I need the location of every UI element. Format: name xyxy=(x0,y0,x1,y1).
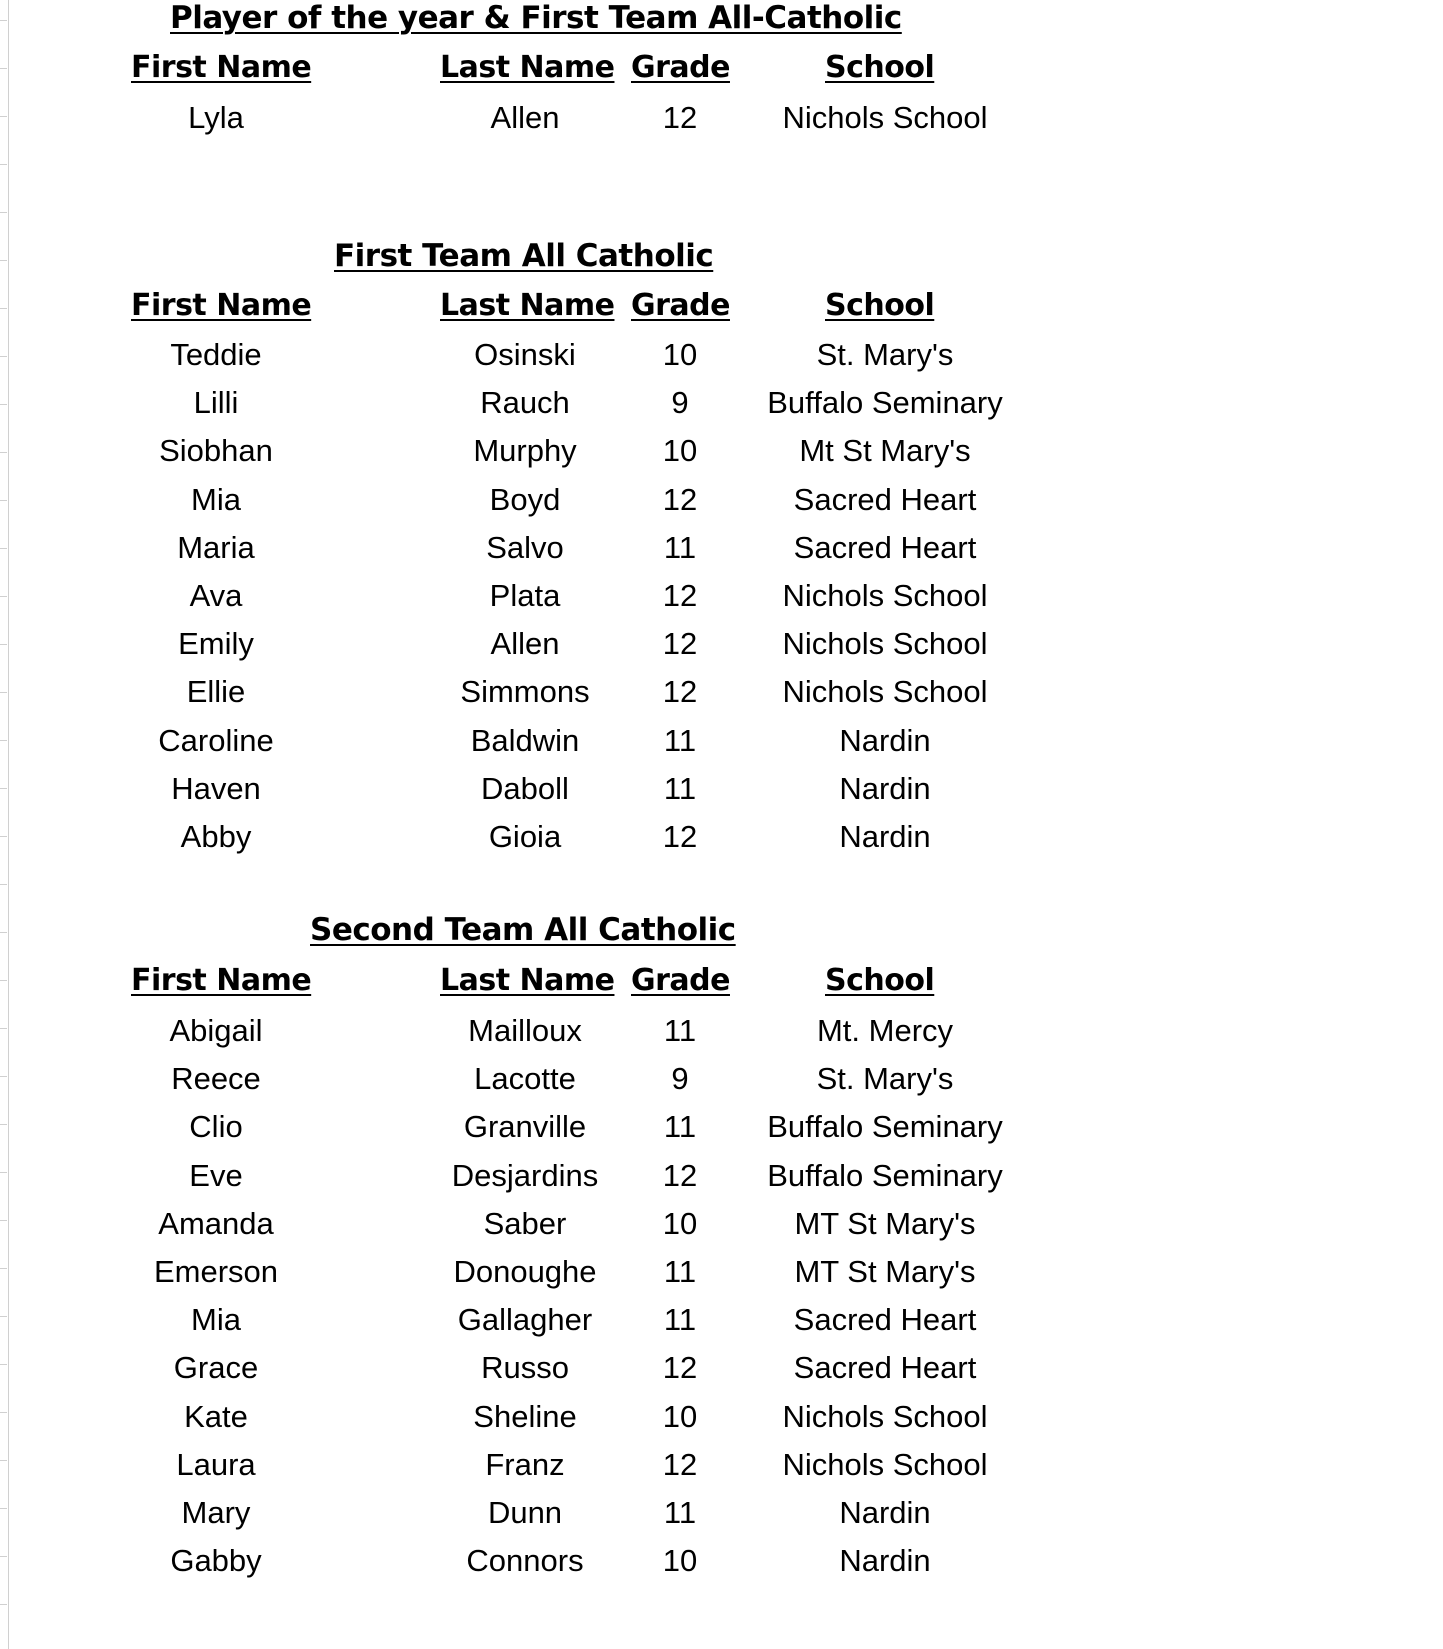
gridline-tick xyxy=(0,932,7,933)
table-row xyxy=(0,1447,1443,1493)
school-cell: Sacred Heart xyxy=(793,1302,977,1338)
first-name-cell: Lyla xyxy=(188,100,244,135)
last-name-cell: Plata xyxy=(489,578,561,613)
school-cell: Nardin xyxy=(839,770,931,806)
gridline-tick xyxy=(0,356,7,357)
school-cell: Buffalo Seminary xyxy=(767,385,1003,421)
gridline-tick xyxy=(0,548,7,549)
school-cell: Mt St Mary's xyxy=(799,433,971,469)
first-name-cell: Grace xyxy=(173,1350,259,1386)
grade-cell: 12 xyxy=(662,1157,698,1193)
first-name-cell: Reece xyxy=(171,1061,261,1097)
gridline-tick xyxy=(0,596,7,597)
header-grade: Grade xyxy=(631,963,730,998)
grade-cell: 11 xyxy=(663,529,697,565)
school-cell: Nichols School xyxy=(782,674,988,710)
grade-cell: 11 xyxy=(663,1013,697,1048)
grade-cell: 12 xyxy=(662,626,698,662)
header-last-name: Last Name xyxy=(440,963,615,998)
gridline-tick xyxy=(0,740,7,741)
header-first-name: First Name xyxy=(131,288,312,323)
school-cell: St. Mary's xyxy=(816,337,954,372)
table-row xyxy=(0,578,1443,624)
grade-cell: 11 xyxy=(663,1109,697,1145)
gridline-tick xyxy=(0,116,7,117)
gridline-tick xyxy=(0,1028,7,1029)
first-name-cell: Kate xyxy=(184,1398,248,1434)
school-cell: Nichols School xyxy=(782,1446,988,1482)
gridline-tick xyxy=(0,1220,7,1221)
first-name-cell: Lilli xyxy=(193,385,239,421)
gridline-tick xyxy=(0,20,7,21)
header-grade: Grade xyxy=(631,50,730,85)
last-name-cell: Sheline xyxy=(473,1398,577,1434)
gridline-tick xyxy=(0,500,7,501)
table-row xyxy=(0,1302,1443,1348)
header-school: School xyxy=(825,50,935,85)
last-name-cell: Lacotte xyxy=(474,1061,576,1097)
gridline-tick xyxy=(0,212,7,213)
grade-cell: 12 xyxy=(662,819,698,854)
school-cell: Nichols School xyxy=(782,578,988,613)
grade-cell: 12 xyxy=(662,578,698,613)
last-name-cell: Franz xyxy=(485,1446,565,1482)
first-name-cell: Mia xyxy=(191,1302,241,1338)
gridline-tick xyxy=(0,1412,7,1413)
school-cell: Buffalo Seminary xyxy=(767,1157,1003,1193)
last-name-cell: Osinski xyxy=(474,337,576,372)
grade-cell: 11 xyxy=(663,722,697,758)
last-name-cell: Connors xyxy=(466,1543,584,1579)
first-name-cell: Gabby xyxy=(170,1543,262,1579)
gridline-tick xyxy=(0,788,7,789)
first-name-cell: Emerson xyxy=(153,1254,279,1289)
table-row xyxy=(0,1109,1443,1155)
school-cell: Nichols School xyxy=(782,1398,988,1434)
table-row xyxy=(0,433,1443,479)
gridline-tick xyxy=(0,1460,7,1461)
table-row xyxy=(0,1254,1443,1300)
grade-cell: 11 xyxy=(663,1302,697,1338)
first-name-cell: Abigail xyxy=(169,1013,263,1048)
table-row xyxy=(0,530,1443,576)
grade-cell: 10 xyxy=(662,1205,698,1241)
first-name-cell: Eve xyxy=(189,1157,243,1193)
last-name-cell: Dunn xyxy=(487,1495,563,1530)
school-cell: Nardin xyxy=(839,819,931,854)
gridline-tick xyxy=(0,404,7,405)
grade-cell: 12 xyxy=(662,1350,698,1386)
grade-cell: 10 xyxy=(662,337,698,372)
table-row xyxy=(0,1013,1443,1059)
gridline-tick xyxy=(0,884,7,885)
last-name-cell: Boyd xyxy=(489,481,561,517)
first-name-cell: Ellie xyxy=(186,674,246,710)
table-row xyxy=(0,1158,1443,1204)
school-cell: Nardin xyxy=(839,1543,931,1579)
school-cell: St. Mary's xyxy=(816,1061,954,1097)
gridline-tick xyxy=(0,1508,7,1509)
gridline-tick xyxy=(0,1124,7,1125)
last-name-cell: Allen xyxy=(490,626,560,662)
grade-cell: 12 xyxy=(662,1446,698,1482)
first-name-cell: Teddie xyxy=(170,337,262,372)
grade-cell: 9 xyxy=(671,385,689,421)
header-last-name: Last Name xyxy=(440,50,615,85)
school-cell: Nichols School xyxy=(782,100,988,135)
table-row xyxy=(0,1495,1443,1541)
gridline-tick xyxy=(0,260,7,261)
table-row xyxy=(0,1399,1443,1445)
gridline-tick xyxy=(0,452,7,453)
gridline-tick xyxy=(0,68,7,69)
grade-cell: 12 xyxy=(662,100,698,135)
grade-cell: 9 xyxy=(671,1061,689,1097)
header-last-name: Last Name xyxy=(440,288,615,323)
gridline-tick xyxy=(0,1268,7,1269)
school-cell: Mt. Mercy xyxy=(816,1013,954,1048)
first-name-cell: Abby xyxy=(180,819,252,854)
table-row xyxy=(0,1061,1443,1107)
grade-cell: 11 xyxy=(663,1254,697,1289)
last-name-cell: Daboll xyxy=(481,770,569,806)
last-name-cell: Gallagher xyxy=(457,1302,593,1338)
gridline-tick xyxy=(0,1604,7,1605)
first-name-cell: Emily xyxy=(178,626,254,662)
table-row xyxy=(0,385,1443,431)
section-title: Player of the year & First Team All-Catholic xyxy=(170,0,902,36)
grade-cell: 10 xyxy=(662,433,698,469)
last-name-cell: Baldwin xyxy=(470,722,580,758)
last-name-cell: Desjardins xyxy=(451,1157,599,1193)
first-name-cell: Amanda xyxy=(158,1205,274,1241)
last-name-cell: Donoughe xyxy=(453,1254,597,1289)
first-name-cell: Mary xyxy=(181,1495,251,1530)
first-name-cell: Maria xyxy=(177,529,255,565)
last-name-cell: Russo xyxy=(481,1350,569,1386)
gridline-tick xyxy=(0,164,7,165)
header-first-name: First Name xyxy=(131,963,312,998)
first-name-cell: Laura xyxy=(176,1446,256,1482)
school-cell: Nichols School xyxy=(782,626,988,662)
table-row xyxy=(0,771,1443,817)
last-name-cell: Rauch xyxy=(480,385,570,421)
last-name-cell: Simmons xyxy=(460,674,590,710)
last-name-cell: Granville xyxy=(463,1109,587,1145)
school-cell: Sacred Heart xyxy=(793,529,977,565)
gridline-tick xyxy=(0,980,7,981)
table-row xyxy=(0,674,1443,720)
gridline-tick xyxy=(0,1076,7,1077)
school-cell: Buffalo Seminary xyxy=(767,1109,1003,1145)
first-name-cell: Siobhan xyxy=(159,433,273,469)
table-row xyxy=(0,482,1443,528)
first-name-cell: Clio xyxy=(189,1109,243,1145)
header-grade: Grade xyxy=(631,288,730,323)
table-row xyxy=(0,1543,1443,1589)
school-cell: Sacred Heart xyxy=(793,1350,977,1386)
table-row xyxy=(0,819,1443,865)
school-cell: Nardin xyxy=(839,1495,931,1530)
school-cell: MT St Mary's xyxy=(794,1254,976,1289)
last-name-cell: Salvo xyxy=(486,529,564,565)
table-row xyxy=(0,100,1443,146)
table-row xyxy=(0,723,1443,769)
first-name-cell: Ava xyxy=(189,578,243,613)
table-row xyxy=(0,1350,1443,1396)
section-title: First Team All Catholic xyxy=(334,238,714,274)
school-cell: Sacred Heart xyxy=(793,481,977,517)
grade-cell: 10 xyxy=(662,1543,698,1579)
table-row xyxy=(0,626,1443,672)
gridline-tick xyxy=(0,308,7,309)
table-row xyxy=(0,1206,1443,1252)
grade-cell: 10 xyxy=(662,1398,698,1434)
grade-cell: 12 xyxy=(662,674,698,710)
gridline-tick xyxy=(0,644,7,645)
last-name-cell: Saber xyxy=(483,1205,567,1241)
school-cell: MT St Mary's xyxy=(794,1205,976,1241)
last-name-cell: Mailloux xyxy=(468,1013,582,1048)
school-cell: Nardin xyxy=(839,722,931,758)
first-name-cell: Caroline xyxy=(158,722,274,758)
gridline-tick xyxy=(0,1556,7,1557)
table-row xyxy=(0,337,1443,383)
gridline-tick xyxy=(0,1172,7,1173)
grade-cell: 11 xyxy=(663,1495,697,1530)
last-name-cell: Gioia xyxy=(488,819,562,854)
last-name-cell: Murphy xyxy=(473,433,577,469)
section-title: Second Team All Catholic xyxy=(310,912,736,948)
grade-cell: 11 xyxy=(663,770,697,806)
header-first-name: First Name xyxy=(131,50,312,85)
gridline-tick xyxy=(0,692,7,693)
first-name-cell: Mia xyxy=(191,481,241,517)
grade-cell: 12 xyxy=(662,481,698,517)
header-school: School xyxy=(825,288,935,323)
gridline-tick xyxy=(0,1316,7,1317)
gridline-tick xyxy=(0,836,7,837)
first-name-cell: Haven xyxy=(171,770,261,806)
header-school: School xyxy=(825,963,935,998)
gridline-tick xyxy=(0,1364,7,1365)
last-name-cell: Allen xyxy=(490,100,560,135)
